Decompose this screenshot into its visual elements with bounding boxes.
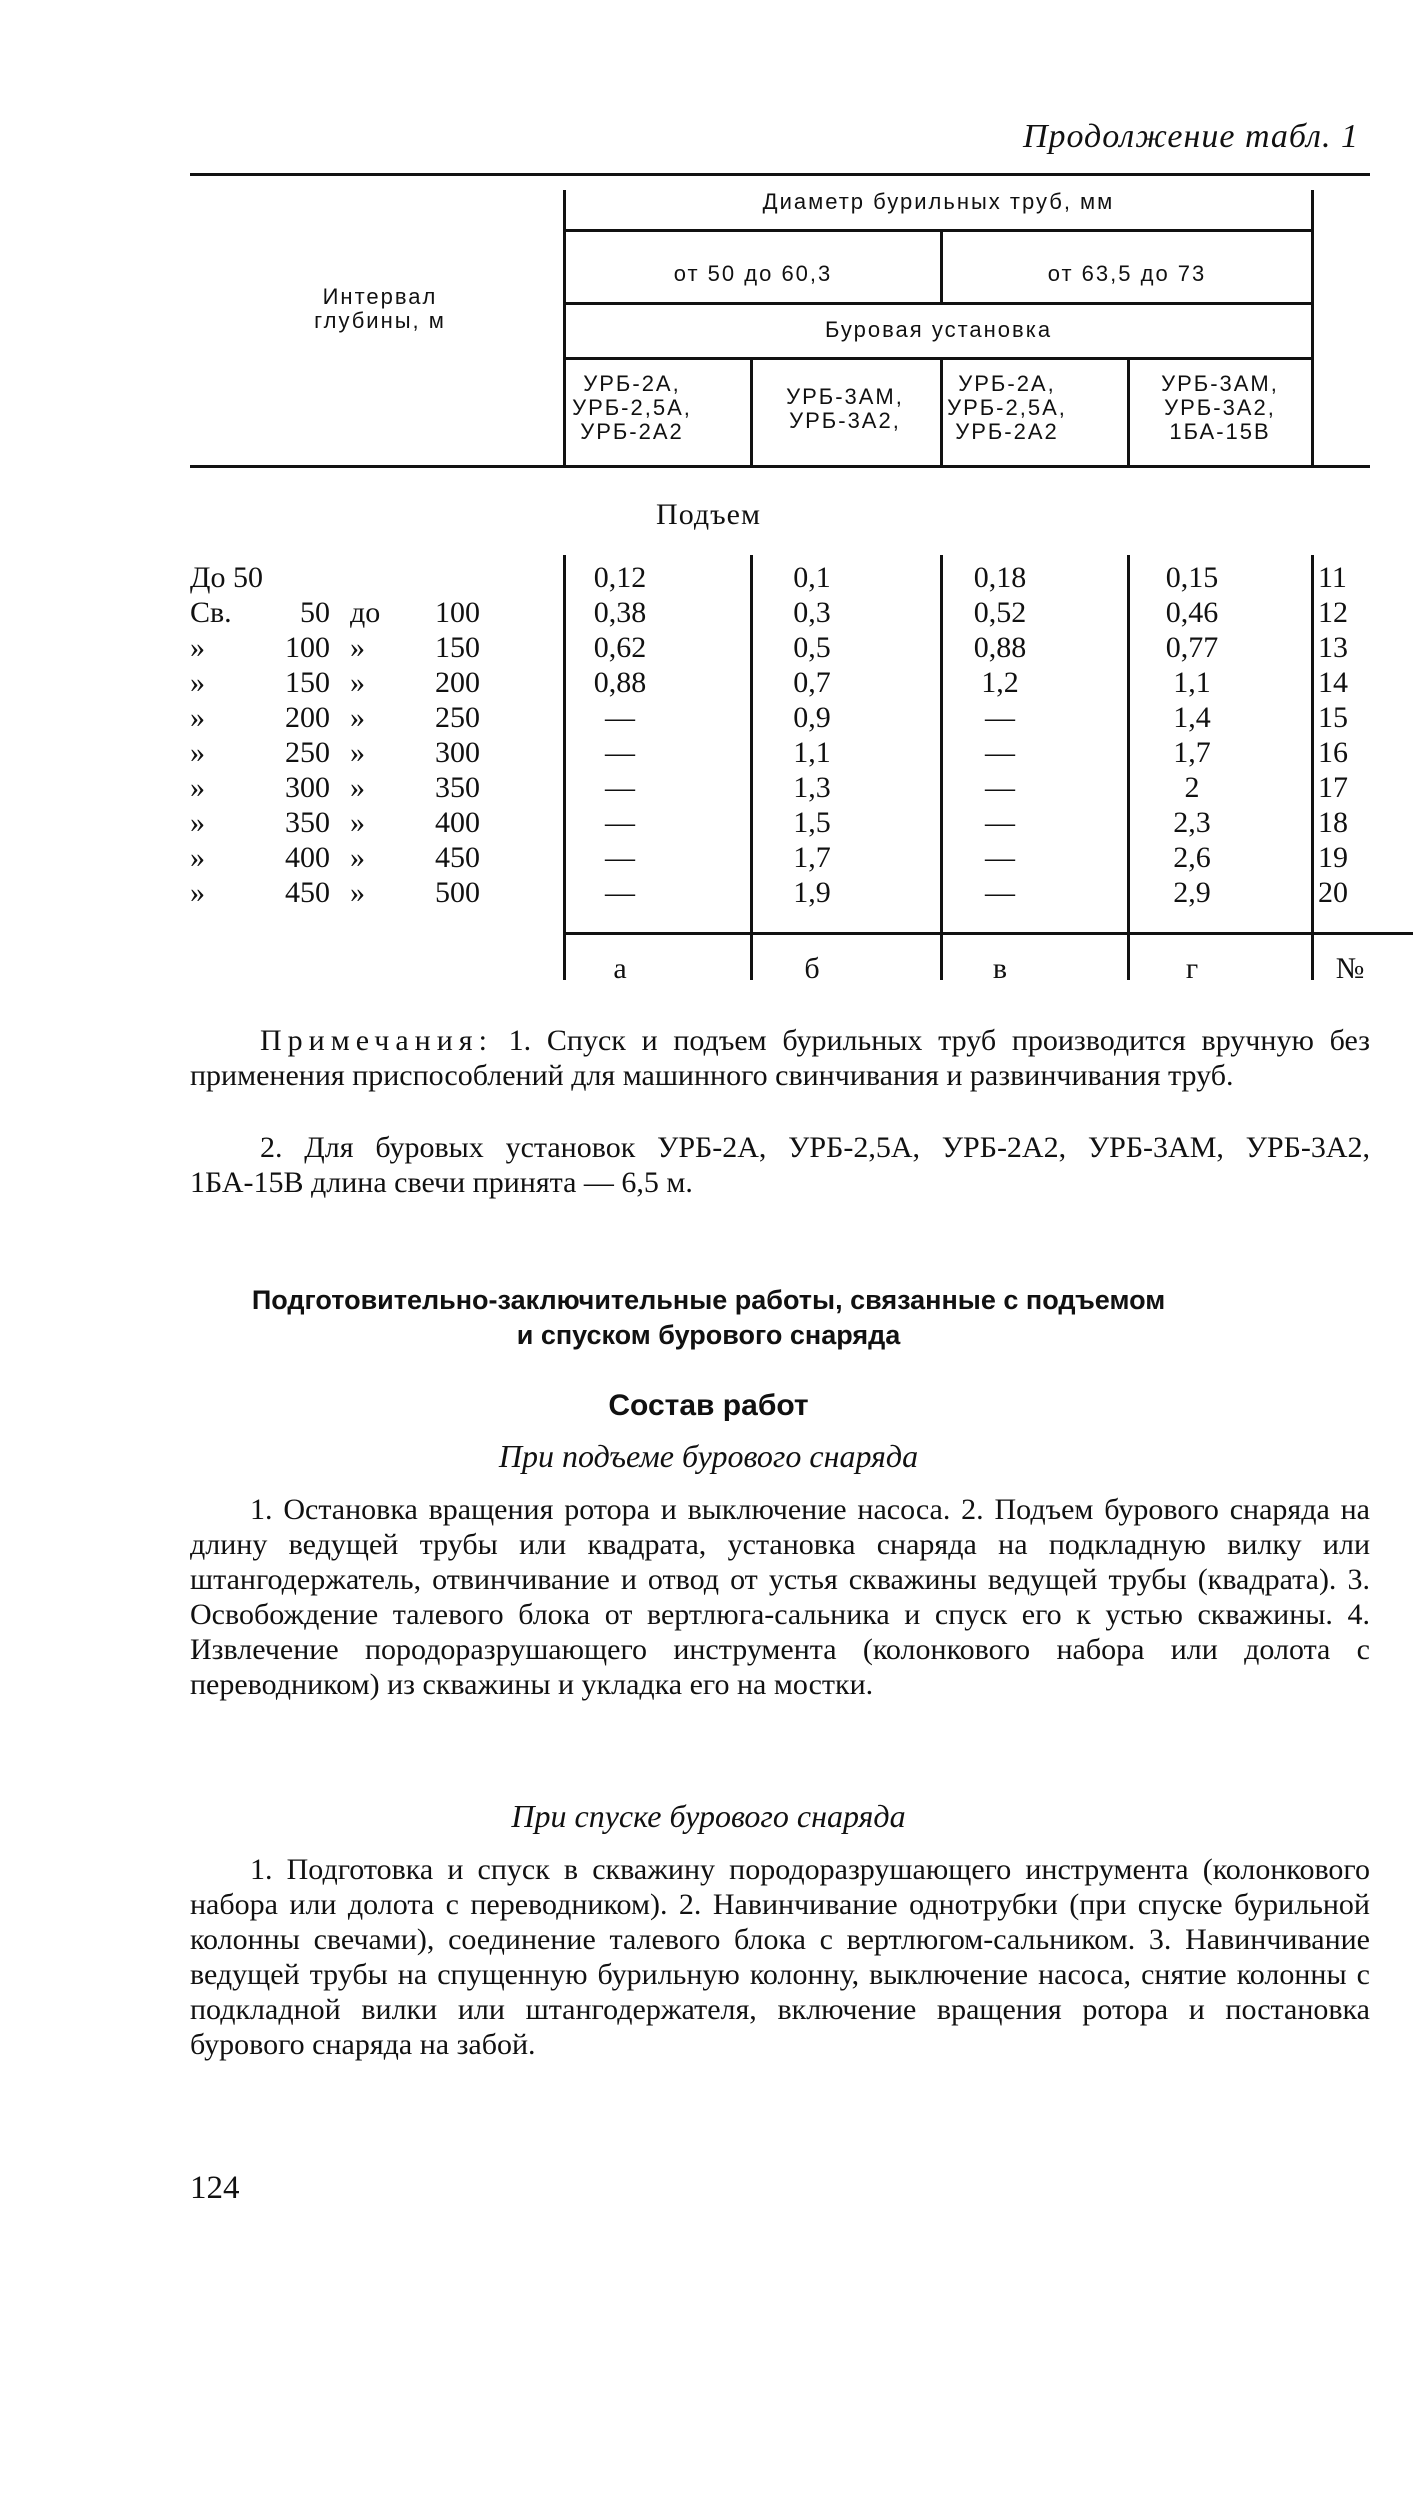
depth-connector: до (350, 596, 381, 629)
cell-b: 0,5 (793, 631, 831, 664)
depth-connector: » (350, 876, 365, 909)
depth-connector: » (350, 841, 365, 874)
note-1-text: 1. Спуск и подъем бурильных труб производится вручную без применения приспособлений для машинного свинчивания и развинчивания труб. (190, 1024, 1370, 1092)
table-row (190, 630, 1417, 665)
drilling-rig-header: Буровая установка (824, 317, 1053, 342)
depth-from: 250 (285, 736, 330, 769)
cell-a: — (605, 806, 635, 839)
cell-v: — (985, 876, 1015, 909)
row-number: 18 (1318, 806, 1348, 839)
row-number: 12 (1318, 596, 1348, 629)
table-row (190, 665, 1417, 700)
table-row (190, 735, 1417, 770)
depth-from: 150 (285, 666, 330, 699)
depth-to: 100 (435, 596, 480, 629)
table-row (190, 805, 1417, 840)
diameter-range-1: от 50 до 60,3 (673, 261, 833, 286)
cell-g: 0,77 (1165, 631, 1219, 664)
table-row (190, 700, 1417, 735)
cell-v: — (985, 736, 1015, 769)
depth-prefix: » (190, 736, 205, 769)
cell-g: 0,46 (1165, 596, 1219, 629)
table-row (190, 875, 1417, 910)
cell-b: 1,9 (793, 876, 831, 909)
cell-b: 0,7 (793, 666, 831, 699)
paragraph-lifting: 1. Остановка вращения ротора и выключение насоса. 2. Подъем бурового снаряда на длину ведущей трубы или квадрата, установка снаряда на подкладную вилку или штангодержатель, отвинчивание и отвод от устья скважины ведущей трубы (квадрата). 3. Освобождение талевого блока от вертлюга-сальника и спуск его к устью скважины. 4. Извлечение породоразрушающего инструмента (колонкового набора или долота с переводником) из скважины и укладка его на мостки. (190, 1493, 1370, 1701)
row-number: 13 (1318, 631, 1348, 664)
header-vline-right (1311, 190, 1314, 467)
cell-g: 2,3 (1173, 806, 1211, 839)
cell-b: 1,3 (793, 771, 831, 804)
cell-a: — (605, 841, 635, 874)
row-number: 11 (1318, 561, 1347, 594)
header-vline-ab (750, 358, 753, 466)
cell-a: 0,88 (593, 666, 647, 699)
cell-b: 0,3 (793, 596, 831, 629)
table-row (190, 840, 1417, 875)
row-number: 20 (1318, 876, 1348, 909)
depth-from: 50 (300, 596, 330, 629)
cell-a: 0,62 (593, 631, 647, 664)
cell-v: — (985, 771, 1015, 804)
depth-connector: » (350, 806, 365, 839)
depth-to: 450 (435, 841, 480, 874)
cell-a: — (605, 876, 635, 909)
row-number: 14 (1318, 666, 1348, 699)
cell-v: 0,52 (973, 596, 1027, 629)
depth-to: 250 (435, 701, 480, 734)
row-number: 15 (1318, 701, 1348, 734)
cell-b: 0,9 (793, 701, 831, 734)
depth-from: 100 (285, 631, 330, 664)
cell-g: 1,7 (1173, 736, 1211, 769)
cell-v: 0,18 (973, 561, 1027, 594)
depth-connector: » (350, 631, 365, 664)
column-key-a: а (613, 952, 627, 985)
rig-column-a: УРБ-2А, УРБ-2,5А, УРБ-2А2 (572, 371, 692, 444)
diameter-range-2: от 63,5 до 73 (1047, 261, 1207, 286)
cell-a: — (605, 701, 635, 734)
depth-prefix: » (190, 876, 205, 909)
cell-b: 0,1 (793, 561, 831, 594)
cell-g: 1,4 (1173, 701, 1211, 734)
depth-connector: » (350, 701, 365, 734)
column-key-number: № (1335, 952, 1365, 985)
header-bottom-rule (190, 465, 1370, 468)
cell-g: 2,9 (1173, 876, 1211, 909)
header-rule-1 (563, 229, 1314, 232)
cell-b: 1,5 (793, 806, 831, 839)
table-row (190, 770, 1417, 805)
table-section-title: Подъем (656, 498, 761, 531)
cell-b: 1,7 (793, 841, 831, 874)
table-row (190, 560, 1417, 595)
depth-to: 300 (435, 736, 480, 769)
page-number: 124 (190, 2170, 240, 2206)
body-bottom-rule (563, 932, 1413, 935)
column-key-v: в (992, 952, 1008, 985)
depth-from: 300 (285, 771, 330, 804)
depth-prefix: » (190, 631, 205, 664)
row-number: 19 (1318, 841, 1348, 874)
rig-column-g: УРБ-3АМ, УРБ-3А2, 1БА-15В (1161, 371, 1279, 444)
depth-from: 450 (285, 876, 330, 909)
header-vline-vg (1127, 358, 1130, 466)
paragraph-lowering: 1. Подготовка и спуск в скважину породоразрушающего инструмента (колонкового набора или долота с переводником). 2. Навинчивание однотрубки (при спуске бурильной колонны свечами), соединение талевого блока с вертлюгом-сальником. 3. Навинчивание ведущей трубы на спущенную бурильную колонну, выключение насоса, снятие колонны с подкладной вилки или штангодержателя, включение вращения ротора и постановка бурового снаряда на забой. (190, 1853, 1370, 2061)
depth-to: 150 (435, 631, 480, 664)
depth-from: 200 (285, 701, 330, 734)
cell-a: — (605, 736, 635, 769)
depth-to: 400 (435, 806, 480, 839)
header-rule-3 (563, 357, 1314, 360)
depth-label: До 50 (190, 561, 263, 594)
depth-to: 350 (435, 771, 480, 804)
depth-prefix: Св. (190, 596, 232, 629)
cell-g: 2 (1184, 771, 1200, 804)
composition-heading: Состав работ (608, 1389, 809, 1422)
cell-v: — (985, 841, 1015, 874)
section-title-line-1: Подготовительно-заключительные работы, связанные с подъемом (251, 1285, 1166, 1315)
rig-column-b: УРБ-3АМ, УРБ-3А2, (786, 384, 904, 433)
row-number: 16 (1318, 736, 1348, 769)
cell-v: — (985, 701, 1015, 734)
depth-connector: » (350, 736, 365, 769)
notes-heading: Примечания: (260, 1024, 493, 1057)
cell-g: 0,15 (1165, 561, 1219, 594)
row-number: 17 (1318, 771, 1348, 804)
cell-a: 0,12 (593, 561, 647, 594)
cell-g: 2,6 (1173, 841, 1211, 874)
cell-a: — (605, 771, 635, 804)
depth-from: 400 (285, 841, 330, 874)
depth-to: 200 (435, 666, 480, 699)
cell-v: 0,88 (973, 631, 1027, 664)
rig-column-v: УРБ-2А, УРБ-2,5А, УРБ-2А2 (947, 371, 1067, 444)
depth-interval-header: Интервал глубины, м (314, 284, 446, 333)
depth-connector: » (350, 771, 365, 804)
cell-a: 0,38 (593, 596, 647, 629)
note-1 (190, 1023, 1370, 1093)
cell-v: 1,2 (981, 666, 1019, 699)
depth-prefix: » (190, 666, 205, 699)
header-rule-2 (563, 302, 1314, 305)
subheading-lifting: При подъеме бурового снаряда (498, 1438, 919, 1474)
cell-b: 1,1 (793, 736, 831, 769)
depth-prefix: » (190, 806, 205, 839)
table-row (190, 595, 1417, 630)
depth-prefix: » (190, 771, 205, 804)
pipe-diameter-header: Диаметр бурильных труб, мм (762, 189, 1115, 214)
depth-to: 500 (435, 876, 480, 909)
page-header: Продолжение табл. 1 (1022, 118, 1359, 155)
subheading-lowering: При спуске бурового снаряда (511, 1798, 906, 1834)
depth-prefix: » (190, 841, 205, 874)
depth-connector: » (350, 666, 365, 699)
header-vline-bv (940, 358, 943, 466)
cell-g: 1,1 (1173, 666, 1211, 699)
column-key-b: б (804, 952, 820, 985)
section-title-line-2: и спуском бурового снаряда (516, 1320, 901, 1350)
note-2: 2. Для буровых установок УРБ-2А, УРБ-2,5А, УРБ-2А2, УРБ-3АМ, УРБ-3А2, 1БА-15В длина свечи принята — 6,5 м. (190, 1131, 1370, 1199)
column-key-g: г (1185, 952, 1199, 985)
cell-v: — (985, 806, 1015, 839)
table-top-rule (190, 173, 1370, 176)
depth-prefix: » (190, 701, 205, 734)
depth-from: 350 (285, 806, 330, 839)
